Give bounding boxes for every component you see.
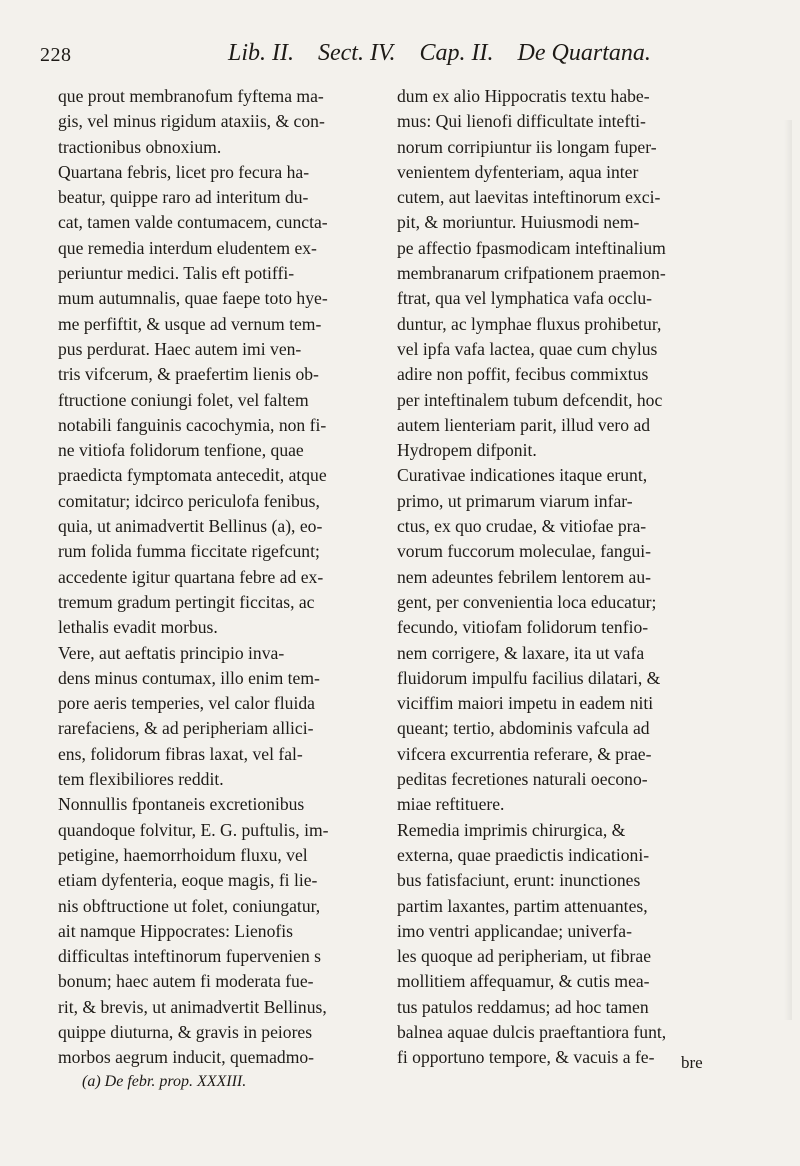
left-text-column bbox=[58, 84, 373, 1071]
text-line: quia, ut animadvertit Bellinus (a), eo- bbox=[58, 516, 323, 537]
text-line: peditas fecretiones naturali oecono- bbox=[397, 769, 648, 790]
text-line: pe affectio fpasmodicam inteftinalium bbox=[397, 237, 666, 258]
text-line: mus: Qui lienofi difficultate intefti- bbox=[397, 111, 646, 132]
text-line: cat, tamen valde contumacem, cuncta- bbox=[58, 212, 328, 233]
text-line: ait namque Hippocrates: Lienofis bbox=[58, 920, 293, 941]
text-line: ne vitiofa folidorum tenfione, quae bbox=[58, 440, 304, 461]
text-line: imo ventri applicandae; univerfa- bbox=[397, 920, 632, 941]
text-line: bonum; haec autem fi moderata fue- bbox=[58, 971, 314, 992]
text-line: tus patulos reddamus; ad hoc tamen bbox=[397, 996, 649, 1017]
text-line: mum autumnalis, quae faepe toto hye- bbox=[58, 288, 328, 309]
text-line: tremum gradum pertingit ficcitas, ac bbox=[58, 591, 315, 612]
text-line: balnea aquae dulcis praeftantiora funt, bbox=[397, 1021, 667, 1042]
running-head bbox=[228, 40, 669, 67]
text-line: pit, & moriuntur. Huiusmodi nem- bbox=[397, 212, 640, 233]
text-line: bus fatisfaciunt, erunt: inunctiones bbox=[397, 870, 641, 891]
text-line: membranarum crifpationem praemon- bbox=[397, 263, 666, 284]
text-line: vorum fuccorum moleculae, fangui- bbox=[397, 541, 652, 562]
text-line: fi opportuno tempore, & vacuis a fe- bbox=[397, 1047, 655, 1068]
text-line: ftructione coniungi folet, vel faltem bbox=[58, 389, 309, 410]
text-line: externa, quae praedictis indicationi- bbox=[397, 844, 650, 865]
text-line: Remedia imprimis chirurgica, & bbox=[397, 819, 626, 840]
text-line: quandoque folvitur, E. G. puftulis, im- bbox=[58, 819, 329, 840]
text-line: dens minus contumax, illo enim tem- bbox=[58, 667, 320, 688]
footnote: (a) De febr. prop. XXXIII. bbox=[82, 1073, 247, 1090]
right-text-column bbox=[397, 84, 712, 1071]
text-line: tem flexibiliores reddit. bbox=[58, 769, 224, 790]
text-line: pore aeris temperies, vel calor fluida bbox=[58, 693, 315, 714]
text-line: per inteftinalem tubum defcendit, hoc bbox=[397, 389, 663, 410]
text-line: adire non poffit, fecibus commixtus bbox=[397, 364, 649, 385]
text-line: difficultas inteftinorum fupervenien s bbox=[58, 946, 322, 967]
text-line: ctus, ex quo crudae, & vitiofae pra- bbox=[397, 516, 647, 537]
text-line: quippe diuturna, & gravis in peiores bbox=[58, 1021, 313, 1042]
text-line: beatur, quippe raro ad interitum du- bbox=[58, 187, 309, 208]
text-line: Quartana febris, licet pro fecura ha- bbox=[58, 161, 310, 182]
text-line: accedente igitur quartana febre ad ex- bbox=[58, 566, 324, 587]
text-line: rarefaciens, & ad peripheriam allici- bbox=[58, 718, 314, 739]
text-line: Vere, aut aeftatis principio inva- bbox=[58, 642, 285, 663]
text-line: rum folida fumma ficcitate rigefcunt; bbox=[58, 541, 320, 562]
text-line: me perfiftit, & usque ad vernum tem- bbox=[58, 313, 322, 334]
running-head-section: Sect. IV. bbox=[318, 40, 396, 66]
text-line: gent, per convenientia loca educatur; bbox=[397, 591, 657, 612]
text-line: autem lienteriam parit, illud vero ad bbox=[397, 414, 651, 435]
text-line: vifcera excurrentia referare, & prae- bbox=[397, 743, 652, 764]
text-line: fluidorum impulfu facilius dilatari, & bbox=[397, 667, 661, 688]
text-line: cutem, aut laevitas inteftinorum exci- bbox=[397, 187, 661, 208]
text-line: lethalis evadit morbus. bbox=[58, 617, 218, 638]
text-line: que remedia interdum eludentem ex- bbox=[58, 237, 317, 258]
text-line: mollitiem affequamur, & cutis mea- bbox=[397, 971, 650, 992]
text-line: duntur, ac lymphae fluxus prohibetur, bbox=[397, 313, 662, 334]
text-line: miae reftituere. bbox=[397, 794, 505, 815]
text-line: gis, vel minus rigidum ataxiis, & con- bbox=[58, 111, 325, 132]
text-line: ftrat, qua vel lymphatica vafa occlu- bbox=[397, 288, 652, 309]
catchword: bre bbox=[681, 1053, 703, 1072]
text-line: tractionibus obnoxium. bbox=[58, 136, 222, 157]
text-line: pus perdurat. Haec autem imi ven- bbox=[58, 338, 302, 359]
text-line: fecundo, vitiofam folidorum tenfio- bbox=[397, 617, 649, 638]
text-line: dum ex alio Hippocratis textu habe- bbox=[397, 86, 650, 106]
page-edge-shadow bbox=[784, 120, 792, 1020]
text-line: rit, & brevis, ut animadvertit Bellinus, bbox=[58, 996, 327, 1017]
running-head-title: De Quartana. bbox=[517, 40, 651, 66]
text-line: morbos aegrum inducit, quemadmo- bbox=[58, 1047, 315, 1068]
text-line: venientem dyfenteriam, aqua inter bbox=[397, 161, 639, 182]
running-head-book: Lib. II. bbox=[228, 40, 294, 66]
text-line: periuntur medici. Talis eft potiffi- bbox=[58, 263, 295, 284]
text-line: ens, folidorum fibras laxat, vel fal- bbox=[58, 743, 303, 764]
text-line: petigine, haemorrhoidum fluxu, vel bbox=[58, 844, 308, 865]
running-head-chapter: Cap. II. bbox=[419, 40, 494, 66]
text-line: nem adeuntes febrilem lentorem au- bbox=[397, 566, 652, 587]
text-line: Curativae indicationes itaque erunt, bbox=[397, 465, 648, 486]
text-line: que prout membranofum fyftema ma- bbox=[58, 86, 324, 106]
text-line: nis obftructione ut folet, coniungatur, bbox=[58, 895, 321, 916]
text-line: viciffim maiori impetu in eadem niti bbox=[397, 693, 654, 714]
text-line: vel ipfa vafa lactea, quae cum chylus bbox=[397, 338, 658, 359]
text-line: etiam dyfenteria, eoque magis, fi lie- bbox=[58, 870, 318, 891]
page-number: 228 bbox=[40, 44, 72, 66]
text-line: Nonnullis fpontaneis excretionibus bbox=[58, 794, 305, 815]
text-line: partim laxantes, partim attenuantes, bbox=[397, 895, 648, 916]
text-line: norum corripiuntur iis longam fuper- bbox=[397, 136, 657, 157]
text-line: les quoque ad peripheriam, ut fibrae bbox=[397, 946, 652, 967]
text-line: nem corrigere, & laxare, ita ut vafa bbox=[397, 642, 645, 663]
text-line: queant; tertio, abdominis vafcula ad bbox=[397, 718, 650, 739]
text-line: Hydropem difponit. bbox=[397, 440, 537, 461]
text-line: primo, ut primarum viarum infar- bbox=[397, 490, 633, 511]
text-line: praedicta fymptomata antecedit, atque bbox=[58, 465, 327, 486]
page-header bbox=[40, 40, 680, 80]
text-line: notabili fanguinis cacochymia, non fi- bbox=[58, 414, 327, 435]
text-line: tris vifcerum, & praefertim lienis ob- bbox=[58, 364, 319, 385]
text-line: comitatur; idcirco periculofa fenibus, bbox=[58, 490, 320, 511]
